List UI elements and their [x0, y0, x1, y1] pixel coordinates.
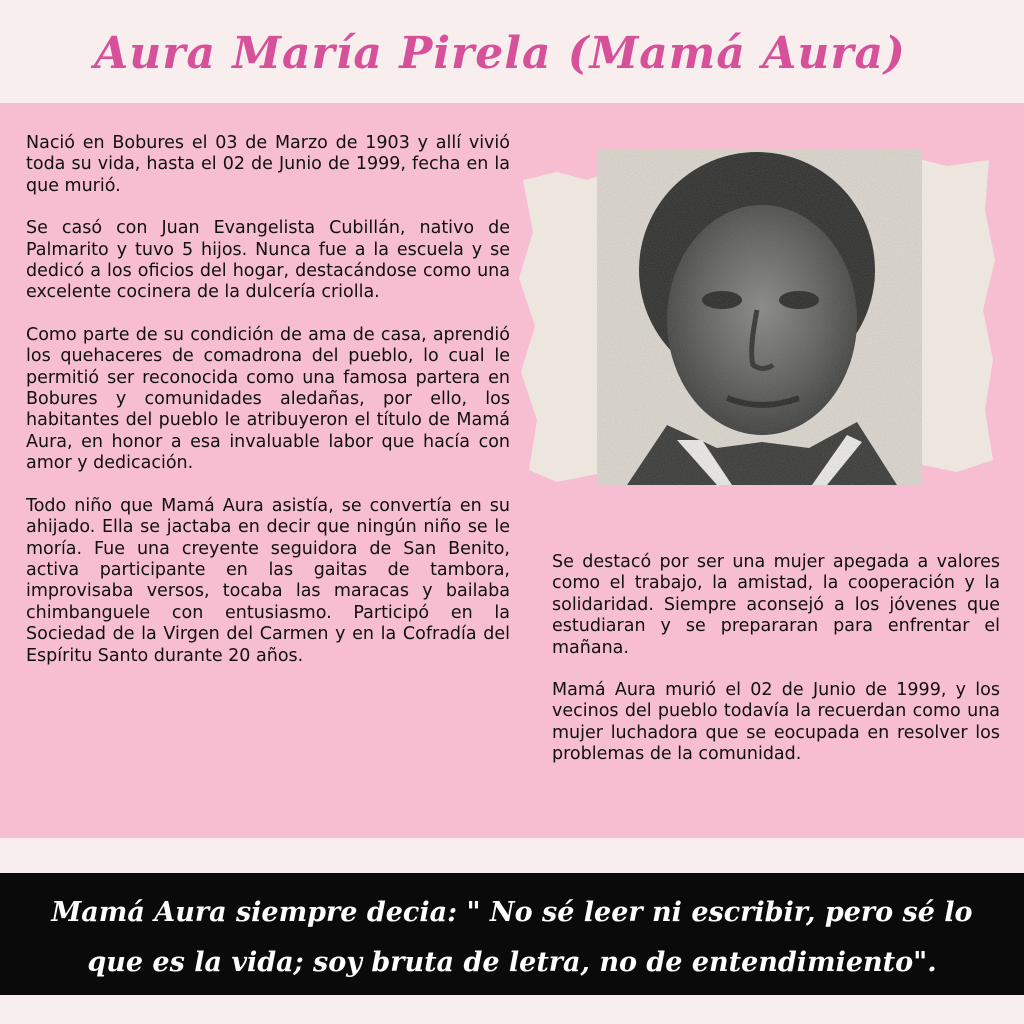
biography-left-column [26, 133, 510, 688]
page-title: Aura María Pirela (Mamá Aura) [94, 28, 906, 79]
quote-text: Mamá Aura siempre decia: " No sé leer ni escribir, pero sé lo que es la vida; soy bruta de letra, no de entendimiento". [51, 897, 973, 978]
paragraph-birth: Nació en Bobures el 03 de Marzo de 1903 y allí vivió toda su vida, hasta el 02 de Junio de 1999, fecha en la que murió. [26, 133, 510, 196]
paragraph-death: Mamá Aura murió el 02 de Junio de 1999, y los vecinos del pueblo todavía la recuerdan como una mujer luchadora que se eocupada en resolver los problemas de la comunidad. [552, 680, 1000, 765]
paragraph-midwife: Como parte de su condición de ama de casa, aprendió los quehaceres de comadrona del pueblo, lo cual le permitió ser reconocida como una famosa partera en Bobures y comunidades aledañas, por ello, los habitantes del pueblo le atribuyeron el título de Mamá Aura, en honor a esa invaluable labor que hacía con amor y dedicación. [26, 324, 510, 474]
paragraph-godchildren: Todo niño que Mamá Aura asistía, se convertía en su ahijado. Ella se jactaba en decir que ningún niño se le moría. Fue una creyente seguidora de San Benito, activa participante en las gaitas de tambora, improvisaba versos, tocaba las maracas y bailaba chimbanguele con entusiasmo. Participó en la Sociedad de la Virgen del Carmen y en la Cofradía del Espíritu Santo durante 20 años. [26, 495, 510, 666]
paragraph-values: Se destacó por ser una mujer apegada a valores como el trabajo, la amistad, la cooperación y la solidaridad. Siempre aconsejó a los jóvenes que estudiaran y se prepararan para enfrentar el mañana. [552, 552, 1000, 658]
paragraph-family: Se casó con Juan Evangelista Cubillán, nativo de Palmarito y tuvo 5 hijos. Nunca fue a la escuela y se dedicó a los oficios del hogar, destacándose como una excelente cocinera de la dulcería criolla. [26, 218, 510, 303]
portrait-photo [517, 150, 997, 495]
biography-right-column [552, 552, 1000, 787]
